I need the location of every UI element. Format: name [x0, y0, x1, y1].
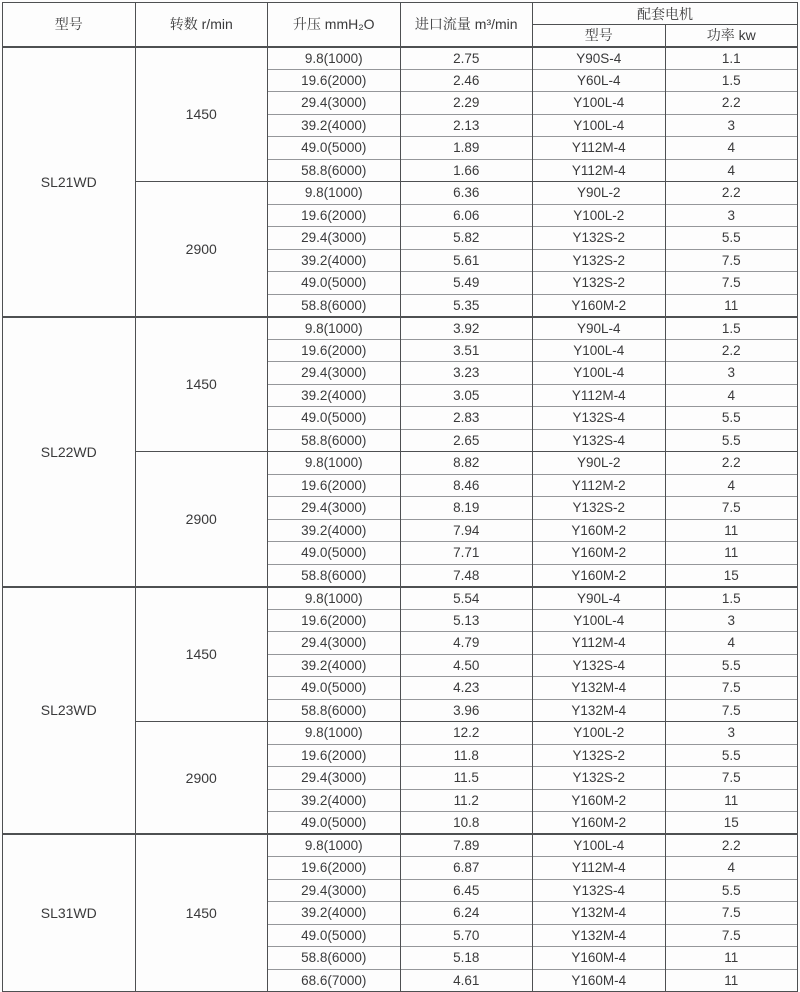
flow-cell: 7.94 [400, 519, 533, 542]
motor-power-cell: 15 [665, 564, 798, 587]
speed-value-cell: 2900 [135, 722, 268, 835]
speed-value-cell: 2900 [135, 182, 268, 317]
motor-power-cell: 4 [665, 384, 798, 407]
pressure-cell: 19.6(2000) [268, 339, 401, 362]
pressure-cell: 68.6(7000) [268, 969, 401, 992]
motor-model-cell: Y112M-4 [533, 632, 666, 655]
flow-cell: 1.89 [400, 137, 533, 160]
motor-model-cell: Y132S-2 [533, 744, 666, 767]
flow-cell: 1.66 [400, 159, 533, 182]
motor-power-cell: 5.5 [665, 227, 798, 250]
pressure-cell: 9.8(1000) [268, 722, 401, 745]
motor-model-cell: Y100L-4 [533, 339, 666, 362]
motor-power-cell: 2.2 [665, 92, 798, 115]
flow-cell: 6.87 [400, 857, 533, 880]
pressure-cell: 39.2(4000) [268, 384, 401, 407]
speed-value-cell: 1450 [135, 317, 268, 452]
motor-power-cell: 15 [665, 812, 798, 835]
flow-cell: 7.71 [400, 542, 533, 565]
motor-model-cell: Y112M-4 [533, 384, 666, 407]
motor-power-cell: 2.2 [665, 834, 798, 857]
flow-cell: 5.49 [400, 272, 533, 295]
motor-model-cell: Y132S-4 [533, 654, 666, 677]
pressure-cell: 19.6(2000) [268, 69, 401, 92]
motor-power-cell: 5.5 [665, 654, 798, 677]
flow-cell: 2.29 [400, 92, 533, 115]
header-motor-power: 功率 kw [665, 25, 798, 47]
pressure-cell: 39.2(4000) [268, 902, 401, 925]
speed-value-cell: 1450 [135, 587, 268, 722]
motor-model-cell: Y100L-4 [533, 92, 666, 115]
pressure-cell: 29.4(3000) [268, 92, 401, 115]
motor-power-cell: 4 [665, 857, 798, 880]
flow-cell: 4.79 [400, 632, 533, 655]
motor-power-cell: 3 [665, 114, 798, 137]
flow-cell: 3.51 [400, 339, 533, 362]
flow-cell: 6.36 [400, 182, 533, 205]
pressure-cell: 58.8(6000) [268, 699, 401, 722]
flow-cell: 3.05 [400, 384, 533, 407]
motor-model-cell: Y132S-2 [533, 767, 666, 790]
motor-model-cell: Y100L-2 [533, 722, 666, 745]
motor-model-cell: Y100L-4 [533, 834, 666, 857]
motor-power-cell: 5.5 [665, 744, 798, 767]
pressure-cell: 9.8(1000) [268, 317, 401, 340]
model-name-cell: SL23WD [3, 587, 136, 835]
pressure-cell: 29.4(3000) [268, 497, 401, 520]
motor-model-cell: Y160M-2 [533, 789, 666, 812]
motor-model-cell: Y132S-2 [533, 497, 666, 520]
flow-cell: 12.2 [400, 722, 533, 745]
motor-model-cell: Y132M-4 [533, 924, 666, 947]
motor-power-cell: 7.5 [665, 924, 798, 947]
motor-model-cell: Y132S-2 [533, 272, 666, 295]
table-row [3, 47, 798, 70]
motor-power-cell: 4 [665, 474, 798, 497]
pressure-cell: 49.0(5000) [268, 677, 401, 700]
pressure-cell: 39.2(4000) [268, 114, 401, 137]
table-row [3, 317, 798, 340]
pressure-cell: 19.6(2000) [268, 744, 401, 767]
flow-cell: 10.8 [400, 812, 533, 835]
pressure-cell: 58.8(6000) [268, 159, 401, 182]
pressure-cell: 58.8(6000) [268, 947, 401, 970]
pressure-cell: 49.0(5000) [268, 924, 401, 947]
flow-cell: 11.5 [400, 767, 533, 790]
flow-cell: 2.83 [400, 407, 533, 430]
motor-power-cell: 2.2 [665, 452, 798, 475]
motor-power-cell: 1.5 [665, 69, 798, 92]
flow-cell: 5.82 [400, 227, 533, 250]
motor-power-cell: 5.5 [665, 429, 798, 452]
pressure-cell: 49.0(5000) [268, 812, 401, 835]
flow-cell: 5.54 [400, 587, 533, 610]
motor-model-cell: Y160M-4 [533, 969, 666, 992]
motor-model-cell: Y132S-2 [533, 249, 666, 272]
flow-cell: 11.2 [400, 789, 533, 812]
motor-model-cell: Y132M-4 [533, 699, 666, 722]
flow-cell: 7.89 [400, 834, 533, 857]
motor-power-cell: 4 [665, 159, 798, 182]
pressure-cell: 29.4(3000) [268, 227, 401, 250]
pressure-cell: 39.2(4000) [268, 654, 401, 677]
motor-power-cell: 1.5 [665, 587, 798, 610]
motor-power-cell: 4 [665, 632, 798, 655]
flow-cell: 4.50 [400, 654, 533, 677]
motor-model-cell: Y90L-4 [533, 317, 666, 340]
motor-model-cell: Y112M-4 [533, 857, 666, 880]
motor-power-cell: 2.2 [665, 182, 798, 205]
model-name-cell: SL22WD [3, 317, 136, 587]
motor-model-cell: Y100L-4 [533, 609, 666, 632]
motor-power-cell: 11 [665, 789, 798, 812]
header-motor-group: 配套电机 [533, 3, 798, 25]
flow-cell: 3.23 [400, 362, 533, 385]
pressure-cell: 58.8(6000) [268, 294, 401, 317]
table-row [3, 587, 798, 610]
flow-cell: 5.13 [400, 609, 533, 632]
pressure-cell: 19.6(2000) [268, 857, 401, 880]
pressure-cell: 9.8(1000) [268, 587, 401, 610]
pressure-cell: 9.8(1000) [268, 182, 401, 205]
flow-cell: 2.13 [400, 114, 533, 137]
flow-cell: 3.96 [400, 699, 533, 722]
flow-cell: 7.48 [400, 564, 533, 587]
motor-power-cell: 3 [665, 362, 798, 385]
motor-model-cell: Y100L-4 [533, 362, 666, 385]
motor-model-cell: Y90L-2 [533, 182, 666, 205]
motor-power-cell: 4 [665, 137, 798, 160]
flow-cell: 8.19 [400, 497, 533, 520]
motor-model-cell: Y112M-2 [533, 474, 666, 497]
flow-cell: 2.65 [400, 429, 533, 452]
pressure-cell: 39.2(4000) [268, 789, 401, 812]
flow-cell: 8.46 [400, 474, 533, 497]
pressure-cell: 19.6(2000) [268, 474, 401, 497]
table-header [3, 3, 798, 47]
flow-cell: 6.45 [400, 879, 533, 902]
pressure-cell: 9.8(1000) [268, 452, 401, 475]
flow-cell: 2.46 [400, 69, 533, 92]
motor-power-cell: 11 [665, 519, 798, 542]
pressure-cell: 29.4(3000) [268, 767, 401, 790]
motor-power-cell: 3 [665, 609, 798, 632]
motor-power-cell: 11 [665, 947, 798, 970]
motor-power-cell: 5.5 [665, 879, 798, 902]
header-motor-model: 型号 [533, 25, 666, 47]
motor-model-cell: Y160M-2 [533, 542, 666, 565]
pressure-cell: 49.0(5000) [268, 137, 401, 160]
motor-model-cell: Y90L-4 [533, 587, 666, 610]
motor-power-cell: 11 [665, 294, 798, 317]
header-model: 型号 [3, 3, 136, 47]
pressure-cell: 58.8(6000) [268, 429, 401, 452]
pressure-cell: 58.8(6000) [268, 564, 401, 587]
motor-power-cell: 7.5 [665, 677, 798, 700]
pressure-cell: 29.4(3000) [268, 879, 401, 902]
model-name-cell: SL31WD [3, 834, 136, 992]
motor-model-cell: Y100L-2 [533, 204, 666, 227]
pressure-cell: 39.2(4000) [268, 519, 401, 542]
motor-model-cell: Y132S-4 [533, 429, 666, 452]
flow-cell: 5.70 [400, 924, 533, 947]
pressure-cell: 19.6(2000) [268, 609, 401, 632]
flow-cell: 5.35 [400, 294, 533, 317]
motor-power-cell: 1.1 [665, 47, 798, 70]
motor-model-cell: Y112M-4 [533, 137, 666, 160]
motor-model-cell: Y132S-2 [533, 227, 666, 250]
motor-power-cell: 7.5 [665, 272, 798, 295]
motor-power-cell: 2.2 [665, 339, 798, 362]
motor-power-cell: 7.5 [665, 497, 798, 520]
pressure-cell: 39.2(4000) [268, 249, 401, 272]
flow-cell: 8.82 [400, 452, 533, 475]
motor-model-cell: Y160M-4 [533, 947, 666, 970]
pressure-cell: 49.0(5000) [268, 542, 401, 565]
motor-model-cell: Y132M-4 [533, 902, 666, 925]
speed-value-cell: 1450 [135, 47, 268, 182]
motor-power-cell: 7.5 [665, 902, 798, 925]
flow-cell: 4.23 [400, 677, 533, 700]
flow-cell: 6.24 [400, 902, 533, 925]
motor-power-cell: 7.5 [665, 767, 798, 790]
flow-cell: 5.61 [400, 249, 533, 272]
motor-model-cell: Y160M-2 [533, 564, 666, 587]
pressure-cell: 49.0(5000) [268, 407, 401, 430]
motor-model-cell: Y132M-4 [533, 677, 666, 700]
motor-power-cell: 1.5 [665, 317, 798, 340]
motor-model-cell: Y90S-4 [533, 47, 666, 70]
motor-model-cell: Y100L-4 [533, 114, 666, 137]
table-body [3, 47, 798, 992]
flow-cell: 5.18 [400, 947, 533, 970]
model-name-cell: SL21WD [3, 47, 136, 317]
pressure-cell: 29.4(3000) [268, 362, 401, 385]
motor-model-cell: Y60L-4 [533, 69, 666, 92]
pressure-cell: 49.0(5000) [268, 272, 401, 295]
header-pressure: 升压 mmH₂O [268, 3, 401, 47]
motor-power-cell: 3 [665, 204, 798, 227]
motor-power-cell: 7.5 [665, 699, 798, 722]
flow-cell: 2.75 [400, 47, 533, 70]
header-row-top [3, 3, 798, 25]
flow-cell: 3.92 [400, 317, 533, 340]
motor-model-cell: Y160M-2 [533, 294, 666, 317]
pressure-cell: 19.6(2000) [268, 204, 401, 227]
flow-cell: 4.61 [400, 969, 533, 992]
pressure-cell: 29.4(3000) [268, 632, 401, 655]
speed-value-cell: 2900 [135, 452, 268, 587]
motor-power-cell: 5.5 [665, 407, 798, 430]
pressure-cell: 9.8(1000) [268, 47, 401, 70]
motor-power-cell: 3 [665, 722, 798, 745]
flow-cell: 6.06 [400, 204, 533, 227]
pressure-cell: 9.8(1000) [268, 834, 401, 857]
motor-model-cell: Y160M-2 [533, 519, 666, 542]
table-row [3, 834, 798, 857]
motor-model-cell: Y132S-4 [533, 879, 666, 902]
speed-value-cell: 1450 [135, 834, 268, 992]
motor-power-cell: 11 [665, 542, 798, 565]
motor-model-cell: Y132S-4 [533, 407, 666, 430]
motor-power-cell: 7.5 [665, 249, 798, 272]
motor-power-cell: 11 [665, 969, 798, 992]
header-flow: 进口流量 m³/min [400, 3, 533, 47]
flow-cell: 11.8 [400, 744, 533, 767]
motor-model-cell: Y90L-2 [533, 452, 666, 475]
motor-model-cell: Y160M-2 [533, 812, 666, 835]
motor-model-cell: Y112M-4 [533, 159, 666, 182]
blower-spec-table [2, 2, 798, 992]
header-speed: 转数 r/min [135, 3, 268, 47]
